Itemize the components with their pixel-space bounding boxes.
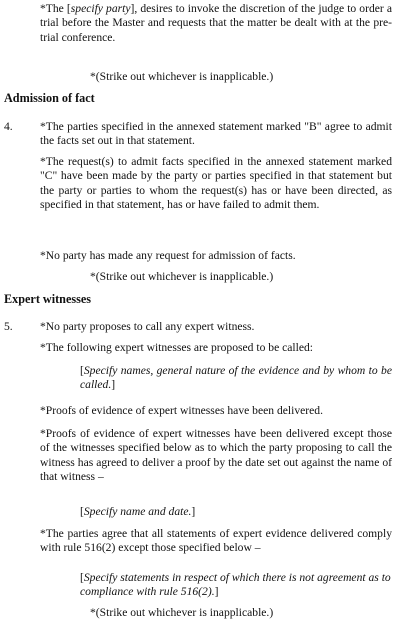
admission-strike-note: *(Strike out whichever is inapplicable.): [90, 270, 274, 283]
expert-para-5: *The parties agree that all statements of expert evidence delivered comply with rule 516(2) except those specified below –: [40, 527, 392, 555]
expert-number: 5.: [4, 320, 13, 333]
admission-para-3: *No party has made any request for admission of facts.: [40, 249, 296, 262]
admission-para-1: *The parties specified in the annexed statement marked "B" agree to admit the facts set out in that statement.: [40, 120, 392, 148]
expert-heading: Expert witnesses: [4, 292, 91, 306]
intro-star: *: [40, 2, 46, 15]
admission-heading: Admission of fact: [4, 91, 95, 105]
expert-para-2-instruction: [Specify names, general nature of the evidence and by whom to be called.]: [80, 364, 392, 392]
intro-strike-note: *(Strike out whichever is inapplicable.): [90, 70, 274, 83]
admission-number: 4.: [4, 120, 13, 133]
expert-para-2: *The following expert witnesses are proposed to be called:: [40, 341, 314, 354]
intro-paragraph: [40, 2, 392, 45]
expert-strike-note: *(Strike out whichever is inapplicable.): [90, 606, 274, 619]
intro-lead: The [: [45, 2, 71, 15]
expert-para-4: *Proofs of evidence of expert witnesses have been delivered except those of the witnesses specified below as to which the party proposing to call the witness has agreed to deliver a proof by the date set out against the name of that witness –: [40, 427, 392, 484]
intro-party-placeholder: specify party: [70, 2, 131, 15]
intro-rest: ], desires to invoke the discretion of the judge to order a trial before the Master and requests that the matter be dealt with at the pre-trial conference.: [40, 2, 392, 44]
admission-para-2: *The request(s) to admit facts specified in the annexed statement marked "C" have been made by the party or parties specified in that statement but the party or parties to whom the request(s) has or have been directed, as specified in that statement, has or have failed to admit them.: [40, 155, 392, 212]
expert-para-4-instruction: [Specify name and date.]: [80, 505, 196, 518]
expert-para-1: *No party proposes to call any expert witness.: [40, 320, 255, 333]
expert-para-3: *Proofs of evidence of expert witnesses have been delivered.: [40, 404, 323, 417]
expert-para-5-instruction: [Specify statements in respect of which there is not agreement as to compliance with rule 516(2).]: [80, 571, 391, 599]
